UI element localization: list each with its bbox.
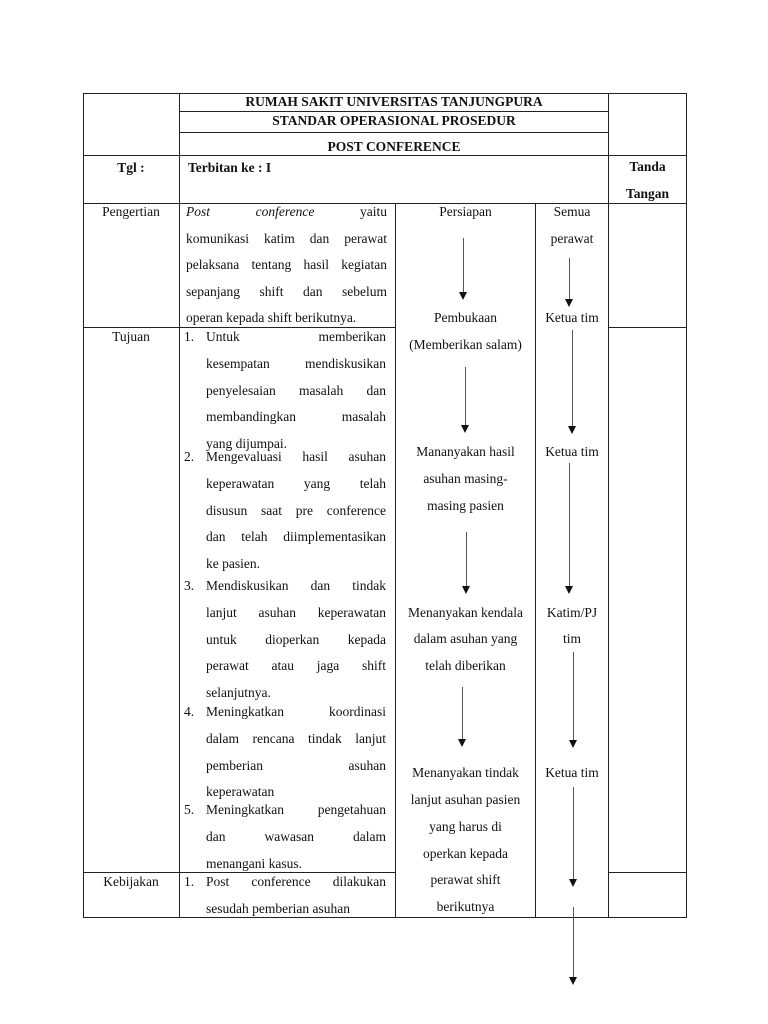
list-item-number: 4. <box>184 704 195 719</box>
pengertian-label: Pengertian <box>102 204 160 219</box>
down-arrow-icon <box>569 258 570 301</box>
flow-step-hasil-asuhan: masing pasien <box>427 498 504 513</box>
down-arrow-icon <box>465 367 466 427</box>
list-item-line: perawat atau jaga shift <box>206 658 386 674</box>
flow-step-hasil-asuhan: asuhan masing- <box>423 471 508 486</box>
sop-heading: STANDAR OPERASIONAL PROSEDUR <box>272 113 516 128</box>
hospital-name: RUMAH SAKIT UNIVERSITAS TANJUNGPURA <box>245 94 543 109</box>
down-arrow-icon <box>569 463 570 588</box>
flow-step-kendala: Menanyakan kendala <box>407 605 524 620</box>
flow-actor: Katim/PJ <box>546 605 598 620</box>
down-arrow-icon <box>573 652 574 742</box>
flow-step-pembukaan: (Memberikan salam) <box>409 337 522 352</box>
list-item-number: 3. <box>184 578 195 593</box>
list-item-line: pemberian asuhan <box>206 757 386 773</box>
terbitan-label: Terbitan ke : I <box>188 160 272 175</box>
pengertian-line: sepanjang shift dan sebelum <box>186 284 387 299</box>
list-item-line: Post conference dilakukan <box>206 874 386 889</box>
flow-actor: tim <box>562 631 581 646</box>
list-item-line: penyelesaian masalah dan <box>206 382 386 398</box>
flow-step-tindak-lanjut: berikutnya <box>436 899 495 914</box>
flow-step-pembukaan: Pembukaan <box>434 310 497 325</box>
list-item-line: keperawatan <box>206 784 275 800</box>
flow-step-tindak-lanjut: yang harus di <box>429 819 502 834</box>
list-item-line: Mengevaluasi hasil asuhan <box>206 449 386 464</box>
list-item-line: dan wawasan dalam <box>206 828 386 844</box>
flow-step-tindak-lanjut: operkan kepada <box>422 846 509 861</box>
down-arrow-icon <box>573 787 574 881</box>
tangan-label: Tangan <box>625 186 670 201</box>
flow-actor: perawat <box>550 231 594 246</box>
flow-step-kendala: dalam asuhan yang <box>413 631 518 646</box>
list-item-line: Mendiskusikan dan tindak <box>206 578 386 593</box>
list-item-line: menangani kasus. <box>206 855 302 871</box>
list-item-line: membandingkan masalah <box>206 409 386 425</box>
list-item-line: kesempatan mendiskusikan <box>206 355 386 371</box>
list-item-line: yang dijumpai. <box>206 436 287 452</box>
kebijakan-label: Kebijakan <box>103 874 159 889</box>
pengertian-line <box>186 199 387 226</box>
list-item-number: 5. <box>184 802 195 817</box>
flow-step-hasil-asuhan: Mananyakan hasil <box>416 444 515 459</box>
down-arrow-icon <box>463 238 464 294</box>
list-item-line: Untuk memberikan <box>206 329 386 344</box>
flow-step-tindak-lanjut: lanjut asuhan pasien <box>410 792 521 807</box>
flow-step-tindak-lanjut: Menanyakan tindak <box>412 765 519 780</box>
list-item-number: 1. <box>184 329 195 344</box>
list-item-line: disusun saat pre conference <box>206 502 386 518</box>
flow-actor: Ketua tim <box>545 310 599 325</box>
post-conference-term: conference <box>255 204 315 219</box>
list-item-line: Meningkatkan koordinasi <box>206 704 386 719</box>
list-item-line: sesudah pemberian asuhan <box>206 900 350 916</box>
down-arrow-icon <box>572 330 573 428</box>
flow-step-persiapan: Persiapan <box>439 204 492 219</box>
tgl-label: Tgl : <box>117 160 145 175</box>
list-item-line: dalam rencana tindak lanjut <box>206 730 386 746</box>
flow-actor: Ketua tim <box>545 444 599 459</box>
list-item-line: selanjutnya. <box>206 685 271 701</box>
list-item-number: 2. <box>184 449 195 464</box>
flow-step-tindak-lanjut: perawat shift <box>430 872 501 887</box>
pengertian-line: komunikasi katim dan perawat <box>186 231 387 246</box>
down-arrow-icon <box>466 532 467 588</box>
yaitu-word: yaitu <box>360 204 388 219</box>
pengertian-line: operan kepada shift berikutnya. <box>186 310 357 325</box>
document-title: POST CONFERENCE <box>327 139 461 154</box>
list-item-number: 1. <box>184 874 195 889</box>
post-conference-term: Post <box>186 204 211 219</box>
list-item-line: lanjut asuhan keperawatan <box>206 604 386 620</box>
list-item-line: Meningkatkan pengetahuan <box>206 802 386 817</box>
flow-step-kendala: telah diberikan <box>425 658 506 673</box>
flow-actor: Semua <box>553 204 591 219</box>
tujuan-label: Tujuan <box>112 329 150 344</box>
flow-actor: Ketua tim <box>545 765 599 780</box>
pengertian-line: pelaksana tentang hasil kegiatan <box>186 257 387 272</box>
list-item-line: dan telah diimplementasikan <box>206 529 386 545</box>
tanda-label: Tanda <box>629 159 666 174</box>
list-item-line: untuk dioperkan kepada <box>206 631 386 647</box>
down-arrow-icon <box>462 687 463 741</box>
down-arrow-icon <box>573 907 574 979</box>
list-item-line: ke pasien. <box>206 556 260 572</box>
list-item-line: keperawatan yang telah <box>206 475 386 491</box>
